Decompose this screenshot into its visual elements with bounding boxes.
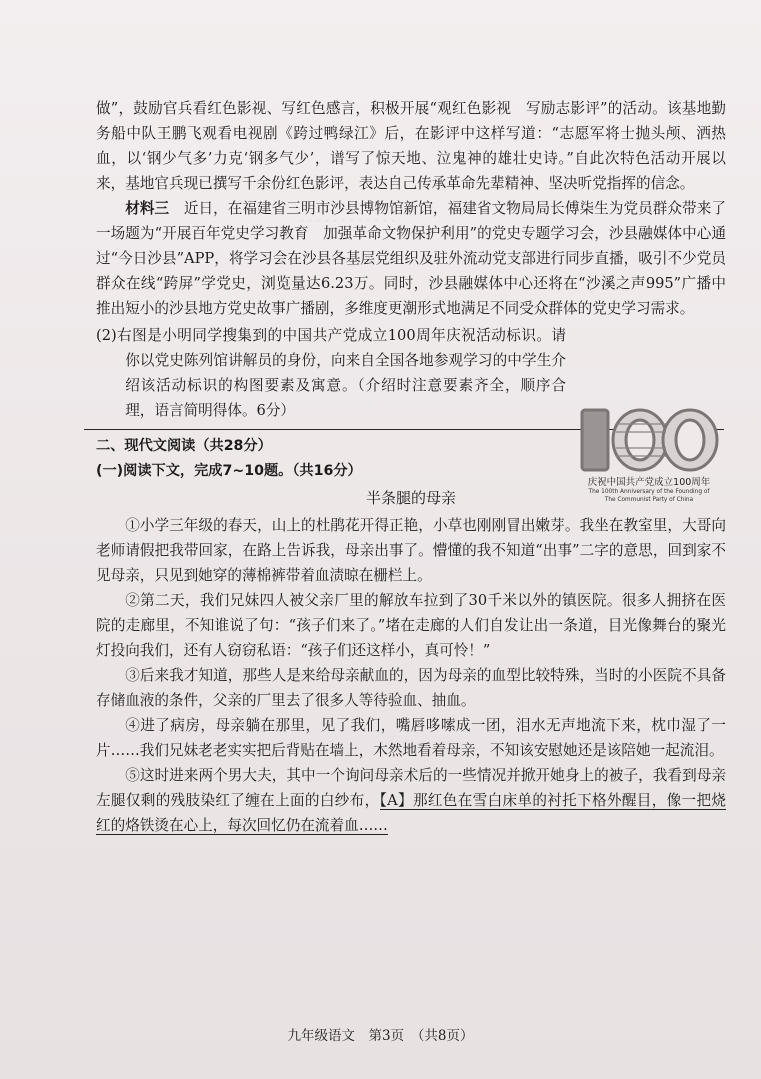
paragraph-5-text: ⑤这时进来两个男大夫，其中一个询问母亲术后的一些情况并掀开她身上的被子，我看到母亲左腿仅剩的残肢染红了缠在上面的白纱布， [96,767,726,809]
bleed-through-text: · · · · · · · · · · · · [300,214,396,229]
annotation-mark-a: 【A】 [379,792,413,809]
passage-continuation: 做”，鼓励官兵看红色影视、写红色感言，积极开展“观红色影视 写励志影评”的活动。该基地勤务船中队王鹏飞观看电视剧《跨过鸭绿江》后，在影评中这样写道：“志愿军将士抛头颅、洒热血，以‘钢少气多’力克‘钢多气少’，谱写了惊天地、泣鬼神的雄壮史诗。”自此次特色活动开展以来，基地官兵现已撰写千余份红色影评，表达自己传承革命先辈精神、坚决听党指挥的信念。 [96,100,726,192]
question-2-block [96,323,566,423]
page-footer: 九年级语文 第3页 （共8页） [287,1028,474,1044]
centenary-emblem-icon [574,404,724,474]
article-paragraph-5 [96,763,726,838]
material3-label: 材料三 [125,200,170,217]
article-title: 半条腿的母亲 [365,489,456,507]
logo-caption-en-1: The 100th Anniversary of the Founding of [588,489,710,495]
section-2-heading: 二、现代文阅读（共28分） [96,438,272,454]
material3-text: 近日，在福建省三明市沙县博物馆新馆，福建省文物局局长傅柒生为党员群众带来了一场题为“开展百年党史学习教育 加强革命文物保护利用”的党史专题学习会，沙县融媒体中心通过“今日沙县”APP，将学习会在沙县各基层党组织及驻外流动党支部进行同步直播，吸引不少党员群众在线“跨屏”学党史，浏览量达6.23万。同时，沙县融媒体中心还将在“沙溪之声995”广播中推出短小的沙县地方党史故事广播剧，多维度更潮形式地满足不同受众群体的党史学习需求。 [96,200,726,317]
underlined-sentence: 那红色在雪白床单的衬托下格外醒目，像一把烧红的烙铁烫在心上，每次回忆仍在流着血…… [96,792,726,834]
logo-caption-en-2: The Communist Party of China [604,497,694,503]
question-2: (2)右图是小明同学搜集到的中国共产党成立100周年庆祝活动标识。请你以党史陈列馆讲解员的身份，向来自全国各地参观学习的中学生介绍该活动标识的构图要素及寓意。（介绍时注意要素齐全，顺序合理，语言简明得体。6分） [96,327,566,419]
article-paragraph-3: ③后来我才知道，那些人是来给母亲献血的，因为母亲的血型比较特殊，当时的小医院不具备存储血液的条件，父亲的厂里去了很多人等待验血、抽血。 [96,667,726,709]
article-paragraph-1: ①小学三年级的春天，山上的杜鹃花开得正艳，小草也刚刚冒出嫩芽。我坐在教室里，大哥向老师请假把我带回家，在路上告诉我，母亲出事了。懵懂的我不知道“出事”二字的意思，回到家不见母亲，只见到她穿的薄棉裤带着血渍晾在栅栏上。 [96,517,726,584]
section-2-subheading: (一)阅读下文，完成7~10题。（共16分） [96,463,362,479]
article-paragraph-2: ②第二天，我们兄妹四人被父亲厂里的解放车拉到了30千米以外的镇医院。很多人拥挤在医院的走廊里，不知谁说了句：“孩子们来了。”堵在走廊的人们自发让出一条道，目光像舞台的聚光灯投向我们，还有人窃窃私语：“孩子们还这样小，真可怜！” [96,592,726,659]
material3-paragraph [96,196,726,321]
logo-caption-cn: 庆祝中国共产党成立100周年 [587,477,711,488]
article-paragraph-4: ④进了病房，母亲躺在那里，见了我们，嘴唇哆嗦成一团，泪水无声地流下来，枕巾湿了一片……我们兄妹老老实实把后背贴在墙上，木然地看着母亲，不知该安慰她还是该陪她一起流泪。 [96,717,726,759]
logo-caption [574,474,724,504]
centenary-logo [574,404,724,509]
